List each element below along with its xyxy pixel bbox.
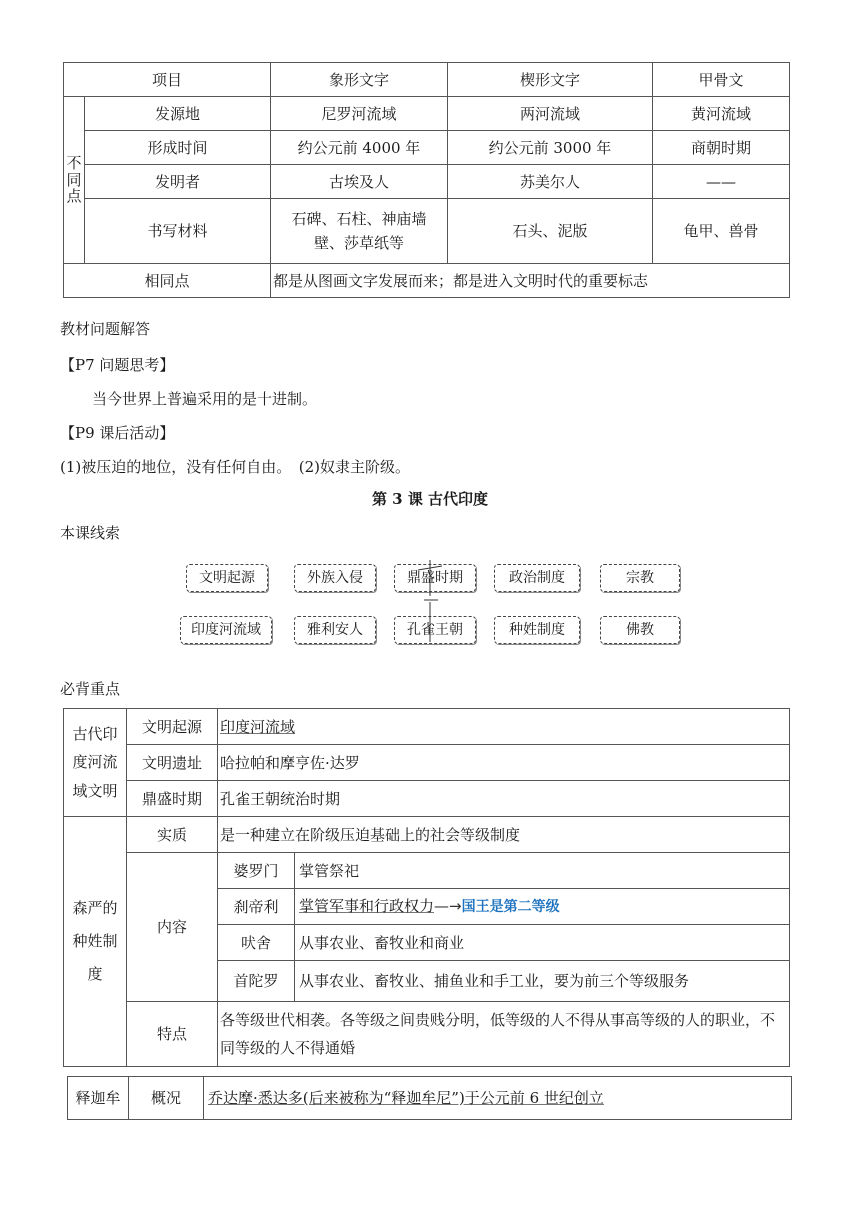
group-label-text: 不同点: [66, 154, 82, 206]
row-label: 实质: [127, 817, 218, 853]
keypoints-table: [63, 708, 790, 1067]
p7-answer: 当今世界上普遍采用的是十进制。: [92, 390, 318, 408]
header-cell: 楔形文字: [447, 63, 652, 97]
row-label: 形成时间: [85, 131, 271, 165]
clue-box: 鼎盛时期: [394, 564, 476, 592]
row-label: 释迦牟: [68, 1077, 129, 1120]
clue-box: 外族入侵: [294, 564, 376, 592]
civ-label: 古代印度河流域文明: [64, 709, 127, 817]
table-cell: 石碑、石柱、神庙墙壁、莎草纸等: [270, 199, 447, 264]
buddhism-table: [67, 1076, 792, 1120]
row-label: 特点: [127, 1002, 218, 1067]
connector-lines: [410, 556, 450, 646]
table-cell: 黄河流域: [652, 97, 789, 131]
p9-title: 【P9 课后活动】: [60, 424, 175, 442]
table-cell: 石头、泥版: [447, 199, 652, 264]
table-cell: [295, 889, 790, 925]
table-cell: ——: [652, 165, 789, 199]
row-label: 文明起源: [127, 709, 218, 745]
caste-name: 婆罗门: [218, 853, 295, 889]
caste-name: 首陀罗: [218, 961, 295, 1002]
table-row: [64, 1002, 790, 1067]
caste-label: 森严的种姓制度: [64, 817, 127, 1067]
table-cell: 各等级世代相袭。各等级之间贵贱分明，低等级的人不得从事高等级的人的职业，不同等级的人不得通婚: [218, 1002, 790, 1067]
caste-duty: 掌管祭祀: [295, 853, 790, 889]
table-row: [64, 709, 790, 745]
clue-box: 孔雀王朝: [394, 616, 476, 644]
king-note: 国王是第二等级: [461, 899, 560, 916]
clue-box: 宗教: [600, 564, 680, 592]
arrow-icon: —→: [434, 897, 462, 916]
table-row: [64, 745, 790, 781]
row-label: 书写材料: [85, 199, 271, 264]
table-cell: 孔雀王朝统治时期: [218, 781, 790, 817]
row-label: 概况: [129, 1077, 204, 1120]
table-cell: [204, 1077, 792, 1120]
clue-heading: 本课线索: [60, 524, 121, 542]
qa-heading: 教材问题解答: [60, 320, 151, 338]
row-label-same: 相同点: [64, 264, 271, 298]
buddha-value: 乔达摩·悉达多(后来被称为“释迦牟尼”)于公元前 6 世纪创立: [208, 1089, 604, 1107]
table-cell: 约公元前 3000 年: [447, 131, 652, 165]
table-cell: 尼罗河流域: [270, 97, 447, 131]
table-row: [64, 199, 790, 264]
table-cell: 商朝时期: [652, 131, 789, 165]
table-row: [64, 97, 790, 131]
table-cell: 是一种建立在阶级压迫基础上的社会等级制度: [218, 817, 790, 853]
caste-name: 刹帝利: [218, 889, 295, 925]
row-label: 内容: [127, 853, 218, 1002]
table-row: [64, 165, 790, 199]
caste-duty: 掌管军事和行政权力: [299, 897, 435, 916]
civ-value: 印度河流域: [220, 717, 296, 736]
table-cell: [218, 709, 790, 745]
keypoints-heading: 必背重点: [60, 680, 121, 698]
row-label: 发明者: [85, 165, 271, 199]
p7-title: 【P7 问题思考】: [60, 356, 175, 374]
lesson-title: 第 3 课 古代印度: [371, 490, 489, 508]
table-row: [64, 131, 790, 165]
table-cell: 龟甲、兽骨: [652, 199, 789, 264]
table-cell: 古埃及人: [270, 165, 447, 199]
writing-comparison-table: [63, 62, 790, 298]
clue-box: 政治制度: [494, 564, 580, 592]
table-row: [68, 1077, 792, 1120]
table-cell-same: 都是从图画文字发展而来；都是进入文明时代的重要标志: [270, 264, 789, 298]
row-label: 发源地: [85, 97, 271, 131]
group-label-differences: [64, 97, 85, 264]
clue-box: 佛教: [600, 616, 680, 644]
p9-answer: (1)被压迫的地位，没有任何自由。 (2)奴隶主阶级。: [60, 458, 410, 476]
header-cell: 项目: [64, 63, 271, 97]
clue-box: 文明起源: [186, 564, 268, 592]
caste-duty: 从事农业、畜牧业、捕鱼业和手工业，要为前三个等级服务: [295, 961, 790, 1002]
clue-box: 雅利安人: [294, 616, 376, 644]
header-cell: 象形文字: [270, 63, 447, 97]
table-row: [64, 853, 790, 889]
clue-box: 种姓制度: [494, 616, 580, 644]
table-cell: 两河流域: [447, 97, 652, 131]
header-cell: 甲骨文: [652, 63, 789, 97]
table-row: [64, 781, 790, 817]
table-cell: 哈拉帕和摩亨佐·达罗: [218, 745, 790, 781]
table-header-row: [64, 63, 790, 97]
table-row: [64, 264, 790, 298]
table-cell: 苏美尔人: [447, 165, 652, 199]
caste-duty: 从事农业、畜牧业和商业: [295, 925, 790, 961]
caste-name: 吠舍: [218, 925, 295, 961]
table-row: [64, 817, 790, 853]
clue-box: 印度河流域: [180, 616, 272, 644]
row-label: 鼎盛时期: [127, 781, 218, 817]
table-cell: 约公元前 4000 年: [270, 131, 447, 165]
row-label: 文明遗址: [127, 745, 218, 781]
